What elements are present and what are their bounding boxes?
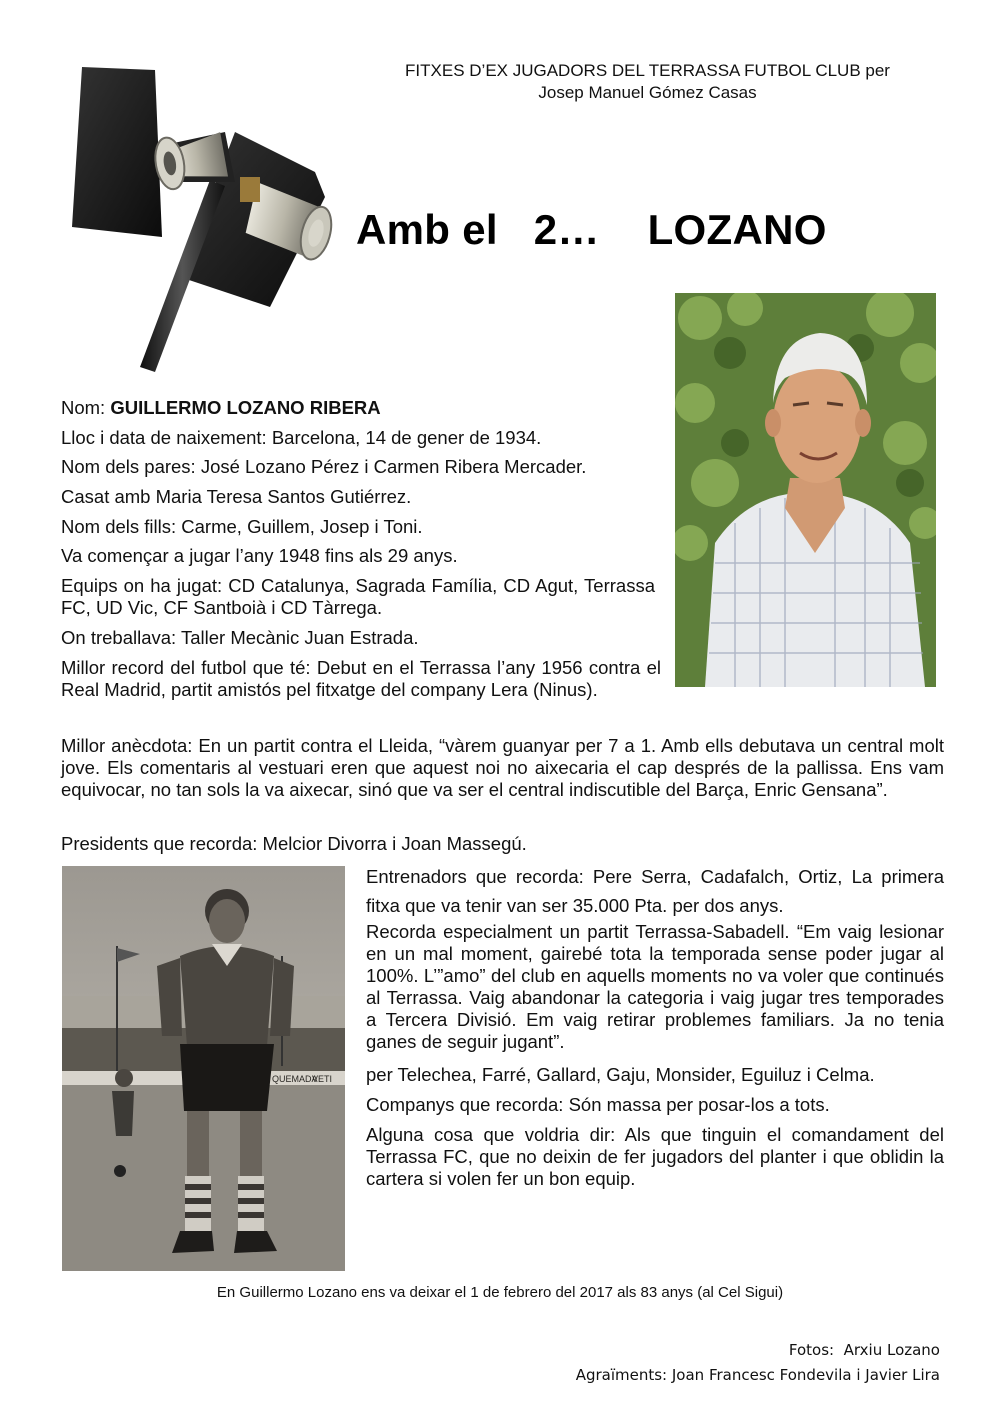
children-info: Nom dels fills: Carme, Guillem, Josep i Toni.: [61, 516, 423, 537]
career-start: Va començar a jugar l’any 1948 fins als 29 anys.: [61, 545, 458, 566]
banner-text-right: VETI: [312, 1074, 333, 1084]
spouse-info: Casat amb Maria Teresa Santos Gutiérrez.: [61, 486, 412, 507]
memorial-caption: En Guillermo Lozano ens va deixar el 1 de febrero del 2017 als 83 anys (al Cel Sigui): [216, 1284, 784, 1301]
credits: [576, 1338, 940, 1388]
bio-name-line: [61, 397, 661, 419]
banner-text-left: QUEMADA: [272, 1074, 318, 1084]
workplace: On treballava: Taller Mecànic Juan Estrada.: [61, 627, 419, 648]
teammates-list: per Telechea, Farré, Gallard, Gaju, Monsider, Eguiluz i Celma.: [366, 1064, 875, 1085]
header-line-2: Josep Manuel Gómez Casas: [538, 83, 757, 102]
portrait-photo: [675, 293, 936, 687]
best-memory: Millor record del futbol que té: Debut en el Terrassa l’any 1956 contra el Real Madrid, partit amistós pel fitxatge del company Lera (Ninus).: [61, 657, 661, 700]
player-name: GUILLERMO LOZANO RIBERA: [110, 397, 381, 418]
birth-info: Lloc i data de naixement: Barcelona, 14 de gener de 1934.: [61, 427, 542, 448]
teammates-remembered: Companys que recorda: Són massa per posar-los a tots.: [366, 1094, 830, 1115]
vintage-player-photo: [62, 866, 345, 1271]
memorable-match: Recorda especialment un partit Terrassa-Sabadell. “Em vaig lesionar en un mal moment, gairebé tota la temporada sense poder jugar al 100%. L’”amo” del club en aquells moments no va voler que continués al Terrassa. Vaig abandonar la categoria i vaig jugar tres temporades a Tercera Divisió. Em vaig retirar problemes familiars. Ja no tenia ganes de seguir jugant”.: [366, 921, 944, 1052]
teams-played: Equips on ha jugat: CD Catalunya, Sagrada Família, CD Agut, Terrassa FC, UD Vic, CF Santboià i CD Tàrrega.: [61, 575, 655, 618]
parents-info: Nom dels pares: José Lozano Pérez i Carmen Ribera Mercader.: [61, 456, 587, 477]
name-label: Nom:: [61, 397, 111, 418]
acknowledgements: Agraïments: Joan Francesc Fondevila i Javier Lira: [575, 1366, 940, 1384]
photo-credit: Fotos: Arxiu Lozano: [788, 1341, 940, 1359]
loudspeaker-illustration: [60, 62, 350, 377]
coaches: Entrenadors que recorda: Pere Serra, Cadafalch, Ortiz, La primera fitxa que va tenir van ser 35.000 Pta. per dos anys.: [366, 866, 944, 916]
closing-message: Alguna cosa que voldria dir: Als que tinguin el comandament del Terrassa FC, que no deixin de fer jugadors del planter i que oblidin la cartera si volen fer un bon equip.: [366, 1124, 944, 1189]
document-header: [340, 60, 955, 104]
page-title: Amb el 2… LOZANO: [356, 206, 827, 253]
header-line-1: FITXES D’EX JUGADORS DEL TERRASSA FUTBOL CLUB per: [405, 61, 890, 80]
presidents: Presidents que recorda: Melcior Divorra i Joan Massegú.: [61, 833, 527, 854]
best-anecdote: Millor anècdota: En un partit contra el Lleida, “vàrem guanyar per 7 a 1. Amb ells debutava un central molt jove. Els comentaris al vestuari eren que aquest noi no aixecaria el cap després de la pallissa. Ens vam equivocar, no tan sols la va aixecar, sinó que va ser el central indiscutible del Barça, Enric Gensana”.: [61, 735, 944, 800]
